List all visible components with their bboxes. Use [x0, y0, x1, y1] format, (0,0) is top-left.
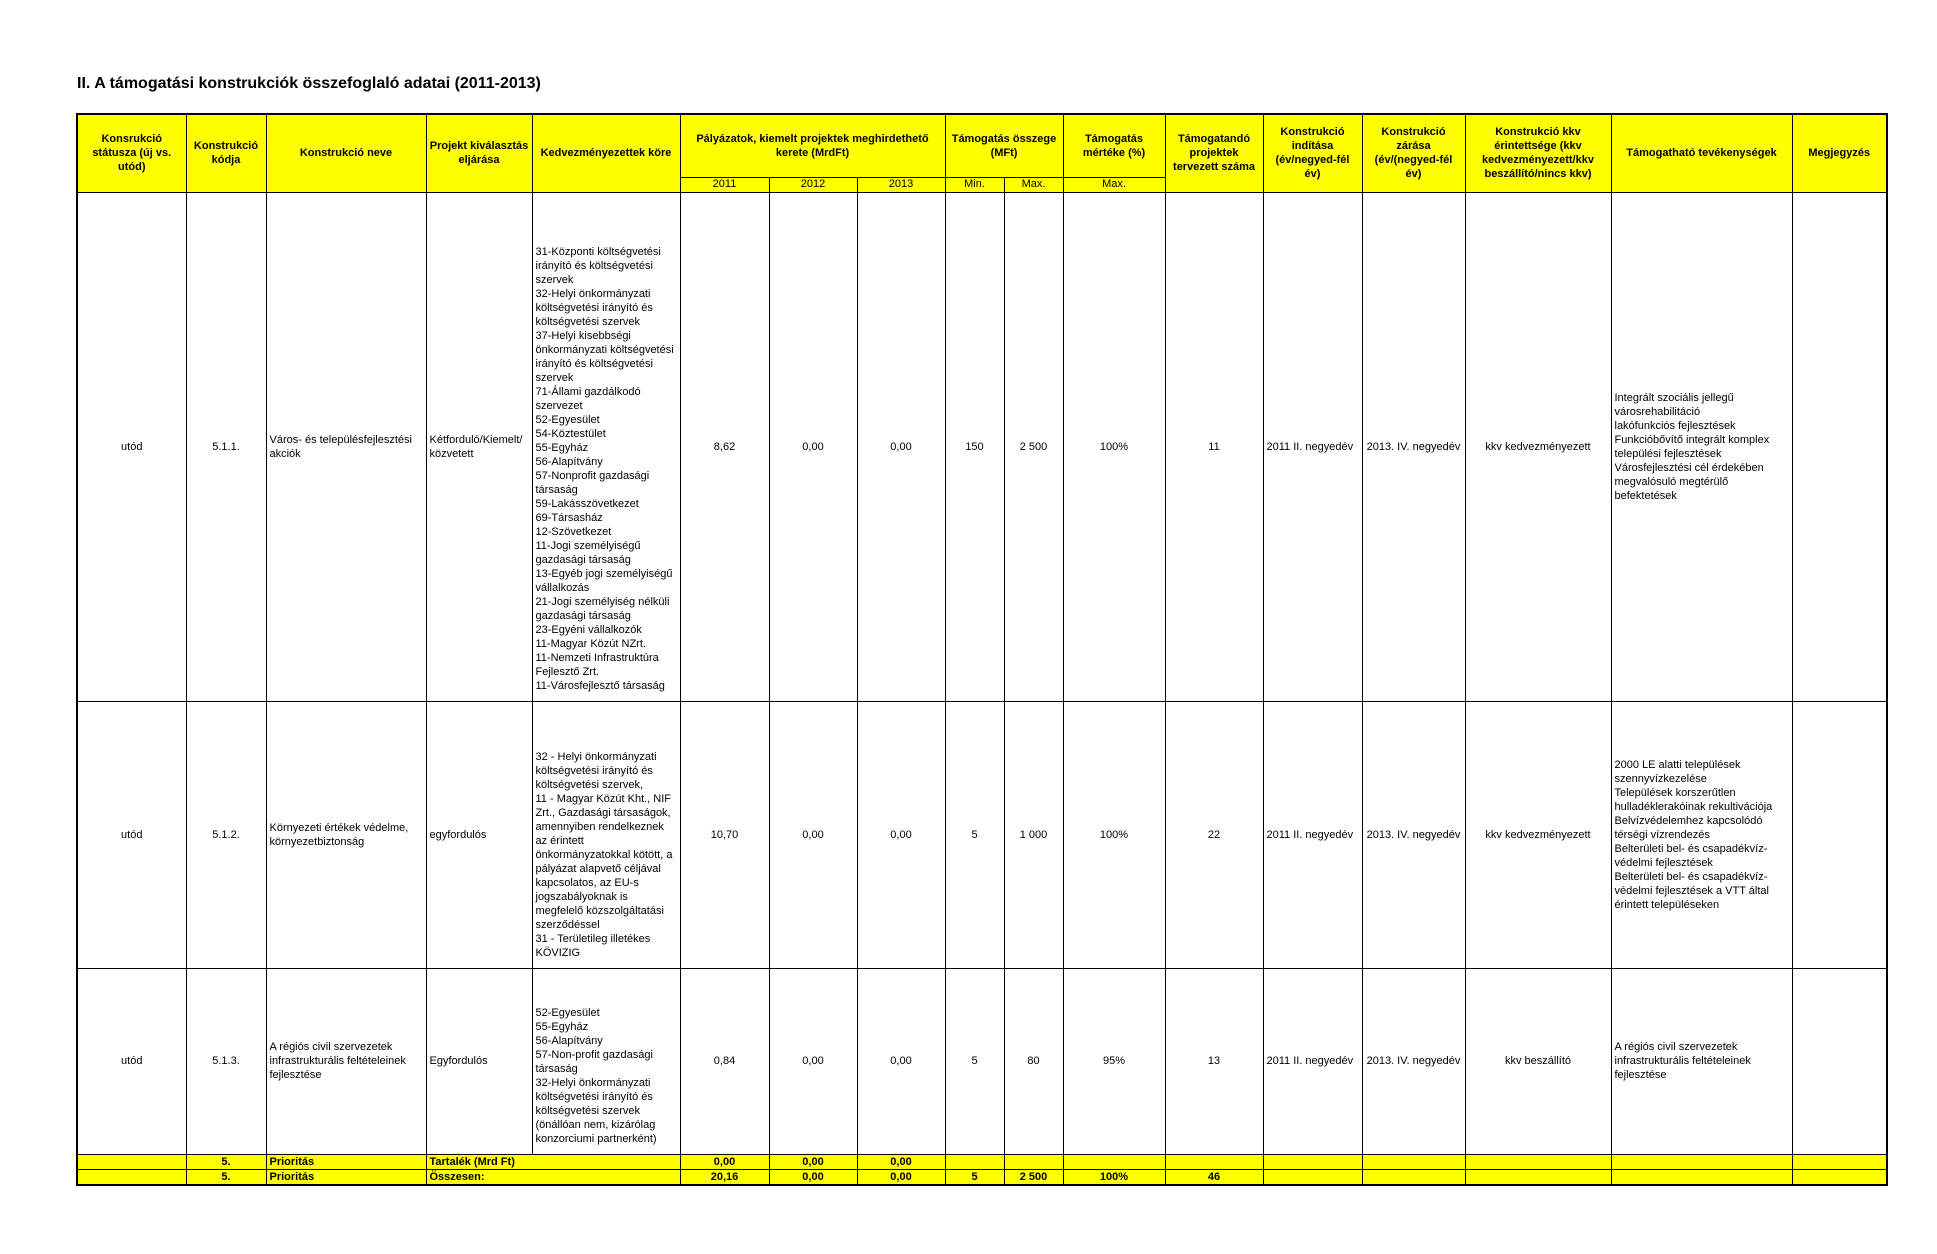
- status-cell: utód: [77, 192, 186, 701]
- activities-cell: Integrált szociális jellegű városrehabilitáció lakófunkciós fejlesztések Funkcióbővítő integrált komplex települési fejlesztések Városfejlesztési cél érdekében megvalósuló megtérülő befektetések: [1611, 192, 1792, 701]
- budget-2013-cell: 0,00: [857, 192, 945, 701]
- header-close: Konstrukció zárása (év/(negyed-fél év): [1362, 114, 1465, 192]
- document-title: II. A támogatási konstrukciók összefoglaló adatai (2011-2013): [77, 75, 541, 92]
- projects-cell: 22: [1165, 701, 1263, 968]
- header-activities: Támogatható tevékenységek: [1611, 114, 1792, 192]
- header-sme: Konstrukció kkv érintettsége (kkv kedvezményezett/kkv beszállító/nincs kkv): [1465, 114, 1611, 192]
- start-cell: 2011 II. negyedév: [1263, 192, 1362, 701]
- projects-cell: 13: [1165, 968, 1263, 1154]
- projects-cell: 11: [1165, 192, 1263, 701]
- code-cell: 5.1.1.: [186, 192, 266, 701]
- priority-code: 5.: [186, 1154, 266, 1169]
- table-row: [77, 968, 1887, 1154]
- header-rate-max: Max.: [1063, 177, 1165, 192]
- priority-label: Prioritás: [266, 1154, 426, 1169]
- priority-label: Prioritás: [266, 1169, 426, 1185]
- total-2011: 20,16: [680, 1169, 769, 1185]
- status-cell: utód: [77, 701, 186, 968]
- close-cell: 2013. IV. negyedév: [1362, 968, 1465, 1154]
- note-cell: [1792, 701, 1887, 968]
- header-2011: 2011: [680, 177, 769, 192]
- header-projects: Támogatandó projektek tervezett száma: [1165, 114, 1263, 192]
- header-2013: 2013: [857, 177, 945, 192]
- start-cell: 2011 II. negyedév: [1263, 968, 1362, 1154]
- budget-2013-cell: 0,00: [857, 701, 945, 968]
- rate-cell: 95%: [1063, 968, 1165, 1154]
- header-name: Konstrukció neve: [266, 114, 426, 192]
- total-row: [77, 1169, 1887, 1185]
- sme-cell: kkv kedvezményezett: [1465, 701, 1611, 968]
- header-max: Max.: [1004, 177, 1063, 192]
- total-2012: 0,00: [769, 1169, 857, 1185]
- selection-cell: egyfordulós: [426, 701, 532, 968]
- min-cell: 150: [945, 192, 1004, 701]
- reserve-2012: 0,00: [769, 1154, 857, 1169]
- beneficiaries-cell: 31-Központi költségvetési irányító és költségvetési szervek 32-Helyi önkormányzati költségvetési irányító és költségvetési szervek 37-Helyi kisebbségi önkormányzati költségvetési irányító és költségvetési szervek 71-Állami gazdálkodó szervezet 52-Egyesület 54-Köztestület 55-Egyház 56-Alapítvány 57-Nonprofit gazdasági társaság 59-Lakásszövetkezet 69-Társasház 12-Szövetkezet 11-Jogi személyiségű gazdasági társaság 13-Egyéb jogi személyiségű vállalkozás 21-Jogi személyiség nélküli gazdasági társaság 23-Egyéni vállalkozók 11-Magyar Közút NZrt. 11-Nemzeti Infrastruktúra Fejlesztő Zrt. 11-Városfejlesztő társaság: [532, 192, 680, 701]
- header-beneficiaries: Kedvezményezettek köre: [532, 114, 680, 192]
- construction-table: [76, 113, 1888, 1186]
- name-cell: Környezeti értékek védelme, környezetbiztonság: [266, 701, 426, 968]
- reserve-min: [945, 1154, 1004, 1169]
- total-projects: 46: [1165, 1169, 1263, 1185]
- rate-cell: 100%: [1063, 701, 1165, 968]
- priority-code: 5.: [186, 1169, 266, 1185]
- header-start: Konstrukció indítása (év/negyed-fél év): [1263, 114, 1362, 192]
- budget-2011-cell: 0,84: [680, 968, 769, 1154]
- sme-cell: kkv kedvezményezett: [1465, 192, 1611, 701]
- reserve-row: [77, 1154, 1887, 1169]
- header-rate: Támogatás mértéke (%): [1063, 114, 1165, 177]
- code-cell: 5.1.3.: [186, 968, 266, 1154]
- reserve-label: Tartalék (Mrd Ft): [426, 1154, 680, 1169]
- reserve-max: [1004, 1154, 1063, 1169]
- status-cell: utód: [77, 968, 186, 1154]
- name-cell: Város- és településfejlesztési akciók: [266, 192, 426, 701]
- header-min: Min.: [945, 177, 1004, 192]
- total-2013: 0,00: [857, 1169, 945, 1185]
- header-note: Megjegyzés: [1792, 114, 1887, 192]
- name-cell: A régiós civil szervezetek infrastrukturális feltételeinek fejlesztése: [266, 968, 426, 1154]
- max-cell: 2 500: [1004, 192, 1063, 701]
- selection-cell: Egyfordulós: [426, 968, 532, 1154]
- total-max: 2 500: [1004, 1169, 1063, 1185]
- reserve-projects: [1165, 1154, 1263, 1169]
- budget-2011-cell: 8,62: [680, 192, 769, 701]
- activities-cell: 2000 LE alatti települések szennyvízkezelése Települések korszerűtlen hulladéklerakóinak rekultivációja Belvízvédelemhez kapcsolódó térségi vízrendezés Belterületi bel- és csapadékvíz-védelmi fejlesztések Belterületi bel- és csapadékvíz-védelmi fejlesztések a VTT által érintett településeken: [1611, 701, 1792, 968]
- header-amount: Támogatás összege (MFt): [945, 114, 1063, 177]
- header-budget: Pályázatok, kiemelt projektek meghirdethető kerete (MrdFt): [680, 114, 945, 177]
- header-selection: Projekt kiválasztás eljárása: [426, 114, 532, 192]
- header-code: Konstrukció kódja: [186, 114, 266, 192]
- reserve-2011: 0,00: [680, 1154, 769, 1169]
- budget-2012-cell: 0,00: [769, 192, 857, 701]
- rate-cell: 100%: [1063, 192, 1165, 701]
- close-cell: 2013. IV. negyedév: [1362, 192, 1465, 701]
- activities-cell: A régiós civil szervezetek infrastrukturális feltételeinek fejlesztése: [1611, 968, 1792, 1154]
- total-min: 5: [945, 1169, 1004, 1185]
- close-cell: 2013. IV. negyedév: [1362, 701, 1465, 968]
- min-cell: 5: [945, 968, 1004, 1154]
- budget-2012-cell: 0,00: [769, 968, 857, 1154]
- budget-2013-cell: 0,00: [857, 968, 945, 1154]
- budget-2012-cell: 0,00: [769, 701, 857, 968]
- reserve-rate: [1063, 1154, 1165, 1169]
- total-rate: 100%: [1063, 1169, 1165, 1185]
- selection-cell: Kétforduló/Kiemelt/ közvetett: [426, 192, 532, 701]
- table-row: [77, 192, 1887, 701]
- max-cell: 80: [1004, 968, 1063, 1154]
- header-status: Konsrukció státusza (új vs. utód): [77, 114, 186, 192]
- note-cell: [1792, 192, 1887, 701]
- max-cell: 1 000: [1004, 701, 1063, 968]
- start-cell: 2011 II. negyedév: [1263, 701, 1362, 968]
- budget-2011-cell: 10,70: [680, 701, 769, 968]
- code-cell: 5.1.2.: [186, 701, 266, 968]
- table-row: [77, 701, 1887, 968]
- total-label: Összesen:: [426, 1169, 680, 1185]
- beneficiaries-cell: 32 - Helyi önkormányzati költségvetési irányító és költségvetési szervek, 11 - Magyar Közút Kht., NIF Zrt., Gazdasági társaságok, amennyiben rendelkeznek az érintett önkormányzatokkal kötött, a pályázat alapvető céljával kapcsolatos, az EU-s jogszabályoknak is megfelelő közszolgáltatási szerződéssel 31 - Területileg illetékes KÖVIZIG: [532, 701, 680, 968]
- header-2012: 2012: [769, 177, 857, 192]
- reserve-2013: 0,00: [857, 1154, 945, 1169]
- min-cell: 5: [945, 701, 1004, 968]
- beneficiaries-cell: 52-Egyesület 55-Egyház 56-Alapítvány 57-Non-profit gazdasági társaság 32-Helyi önkormányzati költségvetési irányító és költségvetési szervek (önállóan nem, kizárólag konzorciumi partnerként): [532, 968, 680, 1154]
- note-cell: [1792, 968, 1887, 1154]
- sme-cell: kkv beszállító: [1465, 968, 1611, 1154]
